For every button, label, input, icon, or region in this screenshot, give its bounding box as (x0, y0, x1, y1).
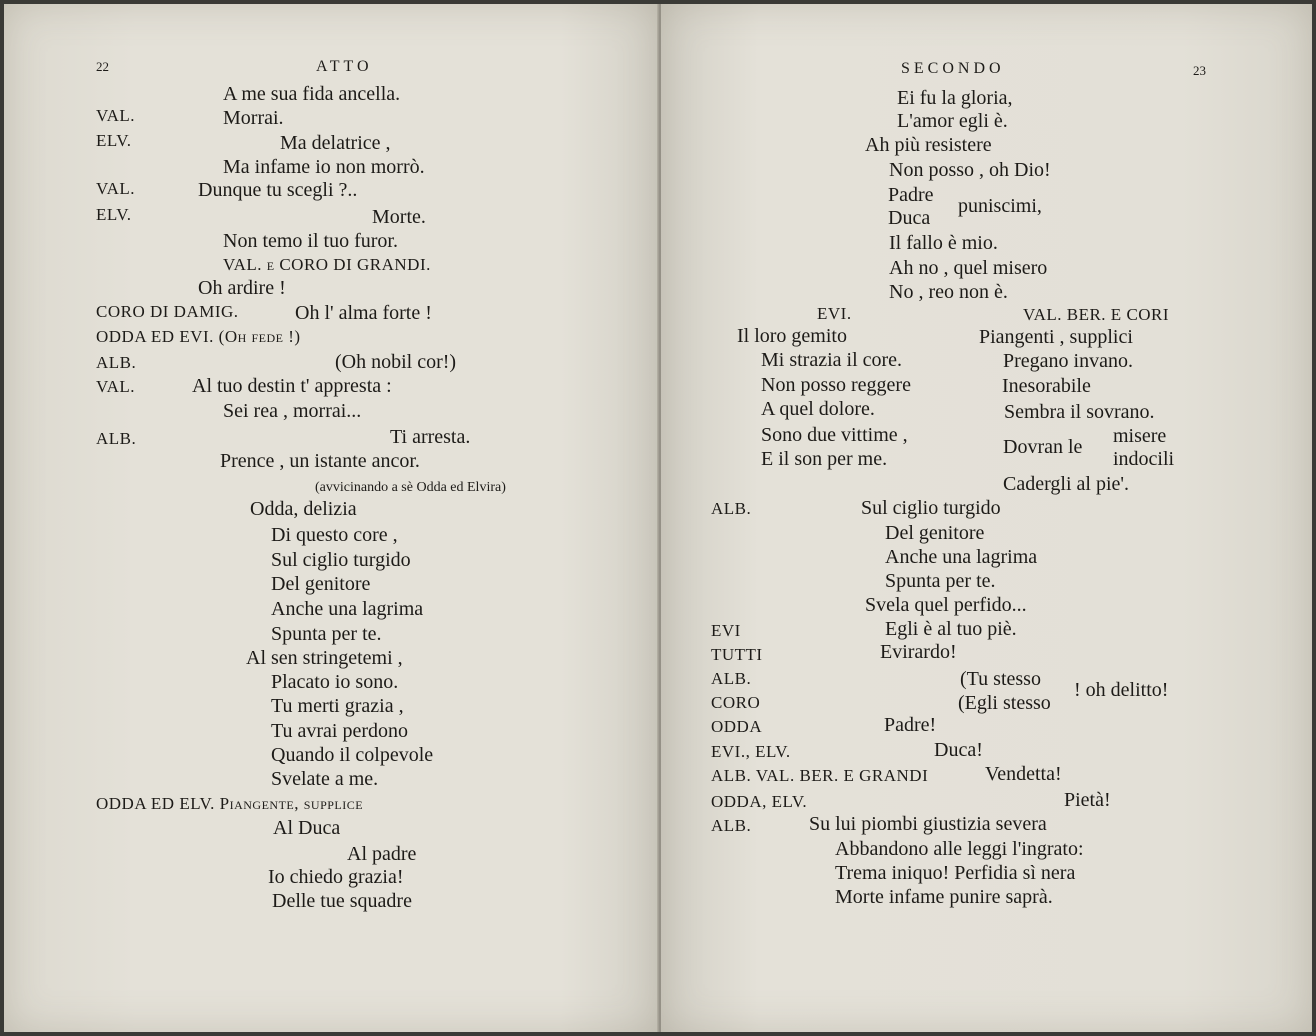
verse-line: Morte. (372, 206, 426, 228)
verse-line: Placato io sono. (271, 671, 399, 693)
page-number: 22 (96, 59, 109, 74)
verse-line: Ei fu la gloria, (897, 87, 1013, 109)
verse-line: E il son per me. (761, 448, 888, 470)
speaker-line: ALB. (711, 669, 752, 688)
speaker-line: ALB. (96, 429, 137, 448)
verse-line: Non posso , oh Dio! (889, 159, 1051, 181)
verse-line: Abbandono alle leggi l'ingrato: (835, 838, 1084, 860)
speaker-line: EVI. (817, 304, 852, 323)
verse-line: Del genitore (271, 573, 371, 595)
page-number: 23 (1193, 63, 1206, 78)
verse-line: A me sua fida ancella. (223, 83, 401, 105)
verse-line: Morte infame punire saprà. (835, 886, 1053, 908)
verse-line: Cadergli al pie'. (1003, 473, 1129, 495)
verse-line: Oh l' alma forte ! (295, 302, 432, 324)
verse-line: Sembra il sovrano. (1004, 401, 1155, 423)
speaker-line: ALB. (711, 499, 752, 518)
verse-line: Tu merti grazia , (271, 695, 404, 717)
verse-line: Inesorabile (1002, 375, 1091, 397)
speaker-line: VAL. (96, 377, 135, 396)
verse-line: (Oh nobil cor!) (335, 351, 457, 373)
verse-line: Dovran le (1003, 436, 1083, 458)
verse-line: Il loro gemito (737, 325, 847, 347)
verse-line: Ma delatrice , (280, 132, 391, 154)
verse-line: Sei rea , morrai... (223, 400, 362, 422)
verse-line: Egli è al tuo piè. (885, 618, 1017, 640)
verse-line: Pietà! (1064, 789, 1111, 811)
verse-line: Prence , un istante ancor. (220, 450, 420, 472)
verse-line: Trema iniquo! Perfidia sì nera (835, 862, 1076, 884)
verse-line: Padre! (884, 714, 937, 736)
verse-line: Del genitore (885, 522, 985, 544)
speaker-line: CORO DI DAMIG. (96, 302, 239, 321)
verse-line: A quel dolore. (761, 398, 875, 420)
verse-line: Al tuo destin t' appresta : (192, 375, 392, 397)
verse-line: Di questo core , (271, 524, 398, 546)
speaker-line: VAL. (96, 179, 135, 198)
speaker-line: ELV. (96, 205, 132, 224)
verse-line: Su lui piombi giustizia severa (809, 813, 1047, 835)
speaker-line: ODDA, ELV. (711, 792, 808, 811)
right-page (661, 4, 1312, 1032)
speaker-line: EVI., ELV. (711, 742, 791, 761)
speaker-line: ALB. VAL. BER. E GRANDI (711, 766, 929, 785)
verse-line: Ah più resistere (865, 134, 992, 156)
speaker-line: CORO (711, 693, 761, 712)
speaker-line: TUTTI (711, 645, 763, 664)
verse-line: Sul ciglio turgido (271, 549, 411, 571)
verse-line: Duca! (934, 739, 983, 761)
speaker-line: ODDA (711, 717, 763, 736)
verse-line: Spunta per te. (271, 623, 382, 645)
verse-line: Tu avrai perdono (271, 720, 409, 742)
verse-line: Pregano invano. (1003, 350, 1133, 372)
verse-line: Dunque tu scegli ?.. (198, 179, 358, 201)
verse-line: Delle tue squadre (272, 890, 412, 912)
verse-line: Al sen stringetemi , (246, 647, 403, 669)
verse-line: (Egli stesso (958, 692, 1051, 714)
verse-line: Anche una lagrima (885, 546, 1038, 568)
verse-line: Sono due vittime , (761, 424, 908, 446)
verse-line: Al padre (347, 843, 417, 865)
verse-line: Anche una lagrima (271, 598, 424, 620)
verse-line: Ti arresta. (390, 426, 471, 448)
verse-line: Il fallo è mio. (889, 232, 998, 254)
verse-line: Odda, delizia (250, 498, 357, 520)
verse-line: Morrai. (223, 107, 284, 129)
verse-line: ! oh delitto! (1074, 679, 1169, 701)
verse-line: Oh ardire ! (198, 277, 286, 299)
verse-line: Svelate a me. (271, 768, 379, 790)
verse-line: Io chiedo grazia! (268, 866, 404, 888)
speaker-line: ODDA ED EVI. (Oh fede !) (96, 327, 301, 346)
verse-line: Svela quel perfido... (865, 594, 1027, 616)
running-header: SECONDO (901, 60, 1005, 77)
verse-line: Sul ciglio turgido (861, 497, 1001, 519)
verse-line: Al Duca (273, 817, 341, 839)
speaker-line: VAL. BER. E CORI (1023, 305, 1170, 324)
verse-line: Non temo il tuo furor. (223, 230, 398, 252)
verse-line: Mi strazia il core. (761, 349, 903, 371)
verse-line: puniscimi, (958, 195, 1042, 217)
verse-line: Spunta per te. (885, 570, 996, 592)
verse-line: (Tu stesso (960, 668, 1041, 690)
speaker-line: VAL. e CORO DI GRANDI. (223, 255, 431, 274)
stage-direction: (avvicinando a sè Odda ed Elvira) (315, 480, 506, 495)
verse-line: Vendetta! (985, 763, 1062, 785)
speaker-line: ODDA ED ELV. Piangente, supplice (96, 794, 364, 813)
running-header: ATTO (316, 58, 373, 75)
verse-line: Non posso reggere (761, 374, 911, 396)
verse-line: Padre (888, 184, 934, 206)
verse-line: Piangenti , supplici (979, 326, 1133, 348)
speaker-line: ELV. (96, 131, 132, 150)
speaker-line: VAL. (96, 106, 135, 125)
verse-line: misere (1113, 425, 1167, 447)
verse-line: indocili (1113, 448, 1175, 470)
verse-line: Ah no , quel misero (889, 257, 1048, 279)
verse-line: Duca (888, 207, 931, 229)
speaker-line: EVI (711, 621, 741, 640)
speaker-line: ALB. (96, 353, 137, 372)
verse-line: Quando il colpevole (271, 744, 434, 766)
verse-line: No , reo non è. (889, 281, 1008, 303)
verse-line: L'amor egli è. (897, 110, 1008, 132)
verse-line: Evirardo! (880, 641, 957, 663)
verse-line: Ma infame io non morrò. (223, 156, 425, 178)
speaker-line: ALB. (711, 816, 752, 835)
left-page (4, 4, 659, 1032)
